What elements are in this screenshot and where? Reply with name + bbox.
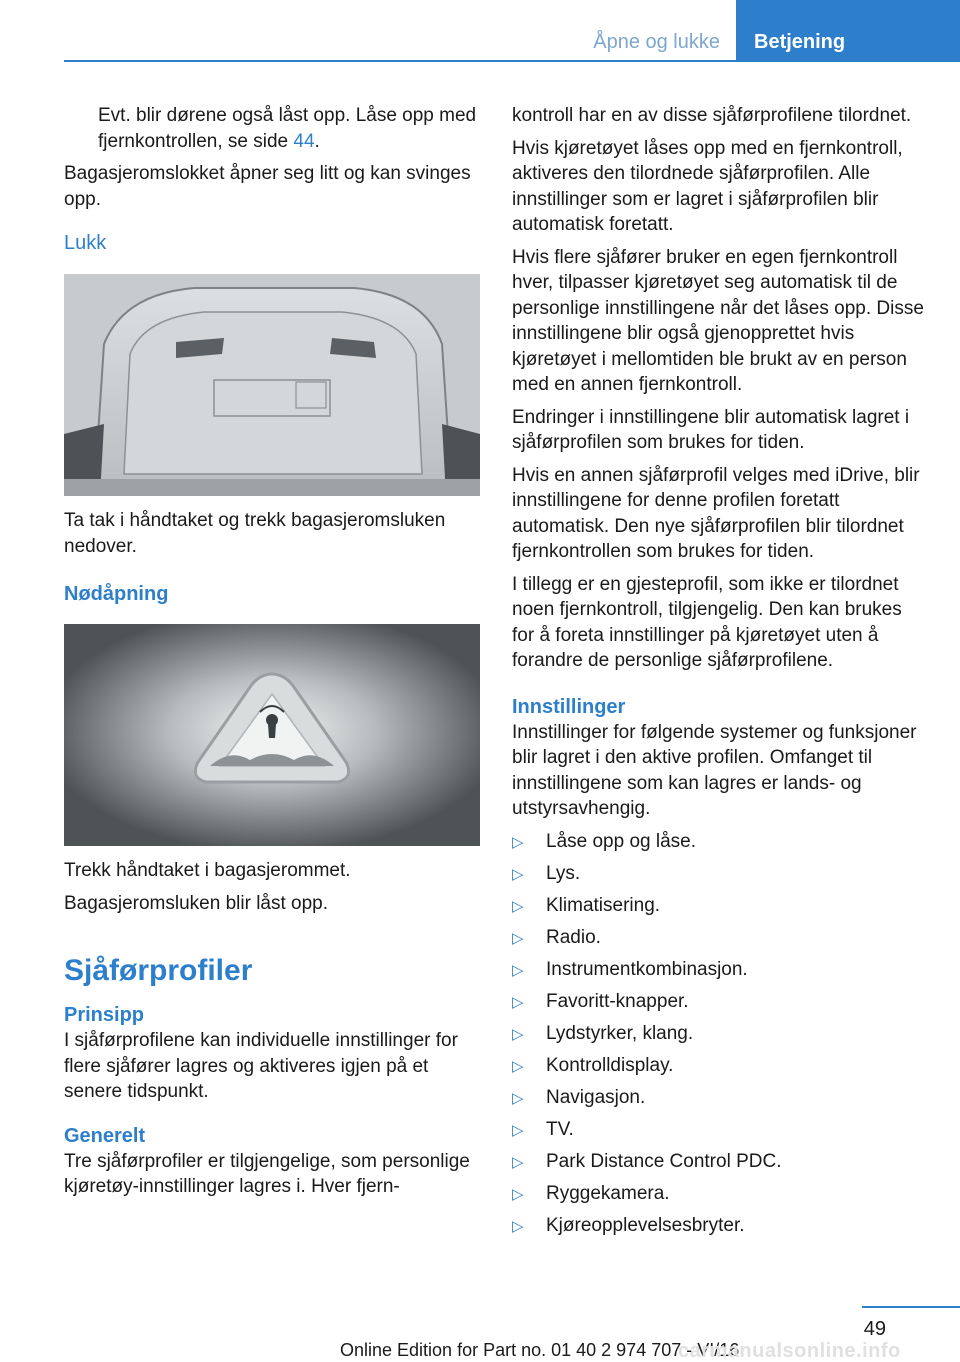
paragraph-unlocked: Bagasjeromsluken blir låst opp. [64,892,329,914]
left-column [64,103,480,1207]
list-item: ▷ Ryggekamera. [512,1181,928,1213]
section-tab-label: Betjening [754,31,846,53]
heading-innstillinger: Innstillinger [512,695,626,718]
paragraph-idrive: Hvis en annen sjåførprofil velges med iDrive, blir innstillingene for denne profilen foretatt automatisk. Den nye sjåførprofilen blir tilordnet fjernkontrollen som brukes for tiden. [512,464,920,562]
page-number: 49 [863,1318,886,1340]
trunk-lid-illustration [64,274,480,496]
list-item: ▷ Radio. [512,925,928,957]
header-rule [64,60,960,62]
paragraph-multiple-drivers: Hvis flere sjåfører bruker en egen fjernkontroll hver, tilpasser kjøretøyet seg automatisk til de personlige innstillingene når det låses opp. Disse innstillingene blir også gjenopprettet hvis kjøretøyet i mellomtiden ble brukt av en person med en annen fjernkontroll. [512,246,924,395]
paragraph-activation: Hvis kjøretøyet låses opp med en fjernkontroll, aktiveres den tilordnede sjåførprofilen. Alle innstillinger som er lagret i sjåførprofilen blir automatisk foretatt. [512,137,903,235]
triangle-bullet-icon: ▷ [512,1153,524,1171]
paragraph-settings-intro: Innstillinger for følgende systemer og funksjoner blir lagret i den aktive profilen. Omfanget til innstillingene som kan lagres er lands- og utstyrsavhengig. [512,721,917,819]
paragraph-principle: I sjåførprofilene kan individuelle innstillinger for flere sjåfører lagres og aktiveres igjen på et senere tidspunkt. [64,1030,458,1102]
list-item: ▷ Instrumentkombinasjon. [512,957,928,989]
chapter-title: Åpne og lukke [593,31,720,53]
paragraph-remote-assigned: kontroll har en av disse sjåførprofilene tilordnet. [512,105,912,126]
triangle-bullet-icon: ▷ [512,1025,524,1043]
page-header [64,0,960,62]
settings-list [512,829,928,1245]
paragraph-trunk-opens: Bagasjeromslokket åpner seg litt og kan svinges opp. [64,163,471,210]
triangle-bullet-icon: ▷ [512,993,524,1011]
list-item: ▷ Klimatisering. [512,893,928,925]
triangle-bullet-icon: ▷ [512,897,524,915]
paragraph-general: Tre sjåførprofiler er tilgjengelige, som personlige kjøretøy-innstillinger lagres i. Hver fjern- [64,1150,470,1197]
triangle-bullet-icon: ▷ [512,929,524,947]
paragraph-door-unlock: Evt. blir dørene også låst opp. Låse opp med fjernkontrollen, se side 44. [98,105,477,152]
heading-prinsipp: Prinsipp [64,1004,145,1026]
list-item: ▷ Navigasjon. [512,1085,928,1117]
list-item: ▷ Favoritt-knapper. [512,989,928,1021]
heading-sjaforprofiler: Sjåførprofiler [64,954,253,987]
heading-nodapning: Nødåpning [64,583,169,605]
right-column [512,103,928,1245]
paragraph-close-instruction: Ta tak i håndtaket og trekk bagasjeromsluken nedover. [64,510,446,557]
triangle-bullet-icon: ▷ [512,1185,524,1203]
triangle-bullet-icon: ▷ [512,833,524,851]
trunk-lid-drawing [64,274,480,496]
emergency-release-illustration [64,624,480,846]
edition-footer: Online Edition for Part no. 01 40 2 974 707 - VI/16 [340,1340,740,1360]
paragraph-pull-handle: Trekk håndtaket i bagasjerommet. [64,860,351,881]
list-item: ▷ Låse opp og låse. [512,829,928,861]
watermark: carmanualsonline.info [678,1340,901,1362]
list-item: ▷ Kontrolldisplay. [512,1053,928,1085]
list-item: ▷ Park Distance Control PDC. [512,1149,928,1181]
heading-lukk: Lukk [64,232,107,254]
list-item: ▷ Lys. [512,861,928,893]
triangle-bullet-icon: ▷ [512,1057,524,1075]
heading-generelt: Generelt [64,1124,146,1147]
emergency-handle-drawing [64,624,480,846]
triangle-bullet-icon: ▷ [512,865,524,883]
list-item: ▷ TV. [512,1117,928,1149]
triangle-bullet-icon: ▷ [512,1121,524,1139]
list-item: ▷ Kjøreopplevelsesbryter. [512,1213,928,1245]
triangle-bullet-icon: ▷ [512,1217,524,1235]
paragraph-guest-profile: I tillegg er en gjesteprofil, som ikke er tilordnet noen fjernkontroll, tilgjengelig. Den kan brukes for å foreta innstillinger på kjøretøyet uten å forandre de personlige sjåførprofilene. [512,573,902,671]
list-item: ▷ Lydstyrker, klang. [512,1021,928,1053]
triangle-bullet-icon: ▷ [512,961,524,979]
paragraph-auto-save: Endringer i innstillingene blir automatisk lagret i sjåførprofilen som brukes for tiden. [512,406,910,453]
triangle-bullet-icon: ▷ [512,1089,524,1107]
section-tab [736,0,960,61]
footer-rule [862,1306,960,1308]
page-link-44[interactable]: 44 [293,130,315,152]
